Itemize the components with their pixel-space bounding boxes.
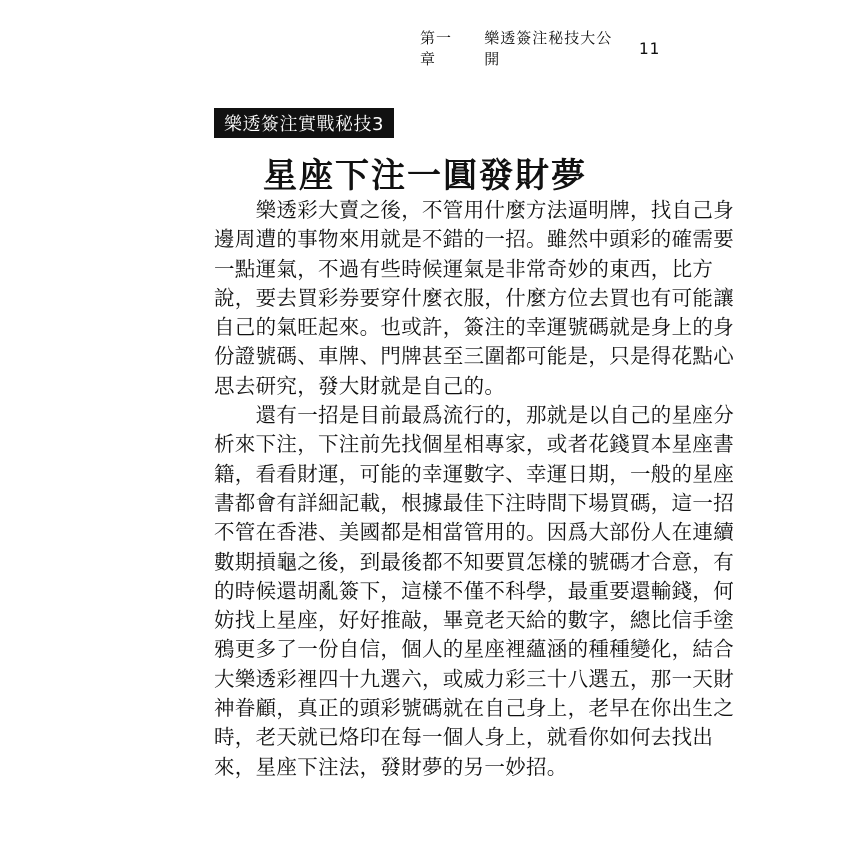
body-line: 思去研究，發大財就是自己的。	[214, 373, 506, 398]
article-body	[214, 196, 734, 782]
running-header	[420, 29, 660, 68]
body-line: 說，要去買彩券要穿什麼衣服，什麼方位去買也有可能讓	[214, 285, 734, 310]
body-line: 樂透彩大賣之後，不管用什麼方法逼明牌，找自己身	[214, 198, 734, 222]
body-line: 妨找上星座，好好推敲，畢竟老天給的數字，總比信手塗	[214, 608, 734, 633]
body-line: 書都會有詳細記載，根據最佳下注時間下場買碼，這一招	[214, 490, 734, 515]
body-line: 大樂透彩裡四十九選六，或威力彩三十八選五，那一天財	[214, 666, 734, 691]
body-line: 神眷顧，真正的頭彩號碼就在自己身上，老早在你出生之	[214, 696, 734, 721]
body-line: 鴉更多了一份自信，個人的星座裡蘊涵的種種變化，結合	[214, 637, 734, 662]
body-line: 自己的氣旺起來。也或許，簽注的幸運號碼就是身上的身	[214, 315, 734, 340]
section-label-box	[214, 108, 394, 138]
body-line: 的時候還胡亂簽下，這樣不僅不科學，最重要還輸錢，何	[214, 578, 734, 603]
body-line: 邊周遭的事物來用就是不錯的一招。雖然中頭彩的確需要	[214, 227, 734, 252]
body-line: 一點運氣，不過有些時候運氣是非常奇妙的東西，比方	[214, 256, 714, 281]
page-number: 11	[638, 38, 660, 58]
body-line: 來，星座下注法，發財夢的另一妙招。	[214, 754, 568, 779]
book-title: 樂透簽注秘技大公開	[484, 29, 613, 68]
body-line: 籍，看看財運，可能的幸運數字、幸運日期，一般的星座	[214, 461, 734, 486]
article-title: 星座下注一圓發財夢	[263, 156, 587, 196]
body-line: 析來下注，下注前先找個星相專家，或者花錢買本星座書	[214, 432, 734, 457]
chapter-label: 第一章	[420, 29, 453, 68]
section-label: 樂透簽注實戰秘技3	[224, 114, 384, 135]
body-line: 數期摃龜之後，到最後都不知要買怎樣的號碼才合意，有	[214, 549, 734, 574]
body-line: 還有一招是目前最爲流行的，那就是以自己的星座分	[214, 403, 734, 428]
body-line: 不管在香港、美國都是相當管用的。因爲大部份人在連續	[214, 520, 734, 545]
body-line: 時，老天就已烙印在每一個人身上，就看你如何去找出	[214, 725, 714, 750]
body-line: 份證號碼、車牌、門牌甚至三圍都可能是，只是得花點心	[214, 344, 734, 369]
